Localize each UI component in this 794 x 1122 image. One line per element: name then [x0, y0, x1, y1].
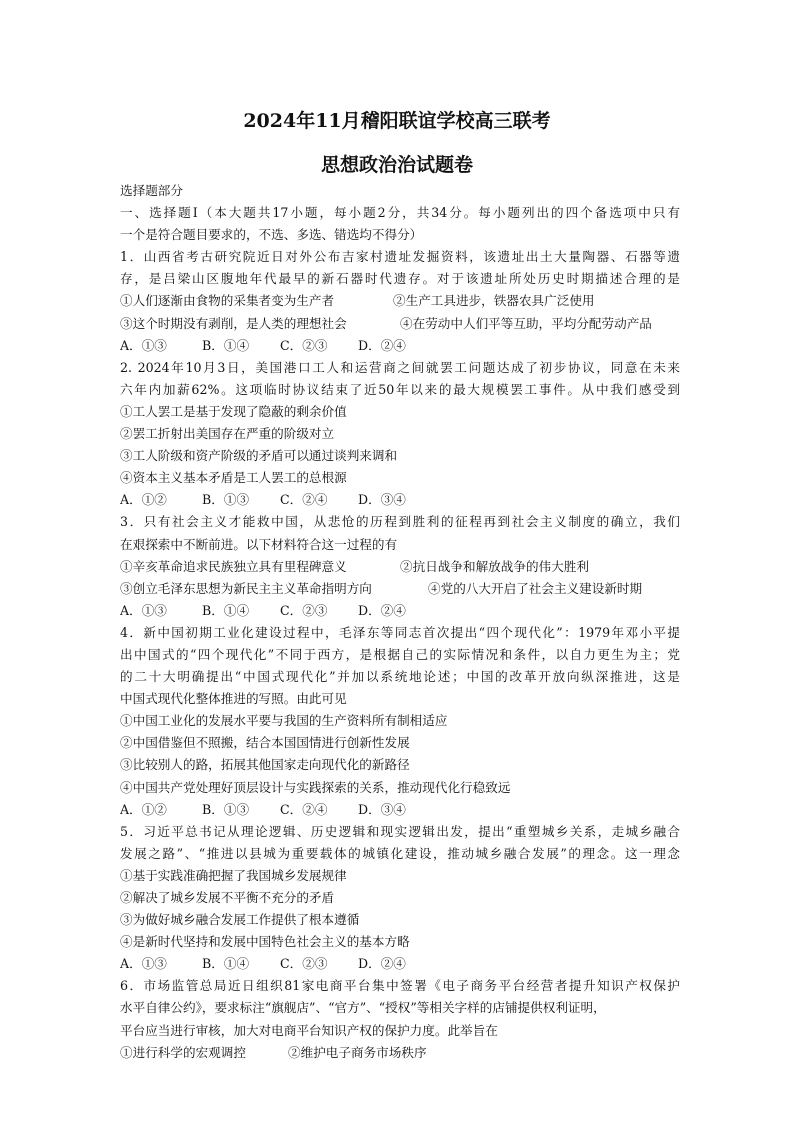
question-3-statement-2: ②抗日战争和解放战争的伟大胜利 [400, 558, 589, 574]
question-6-statement-2: ②维护电子商务市场秩序 [288, 1044, 427, 1060]
question-5-option-a: A．①③ [120, 956, 167, 972]
exam-subject-title: 思想政治治试题卷 [320, 154, 473, 176]
question-3-statements-row2 [120, 578, 680, 600]
question-4-statement-1: ①中国工业化的发展水平要与我国的生产资料所有制相适应 [120, 713, 448, 729]
question-1-option-d: D．②④ [358, 337, 406, 353]
question-6-stem-cont-1: 水平自律公约》，要求标注“旗舰店”、“官方”、“授权”等相关字样的店铺提供权利证明， [120, 1000, 606, 1016]
question-1-option-a: A．①③ [120, 337, 167, 353]
question-4-option-b: B．①③ [202, 801, 250, 817]
exam-title: 2024年11月稽阳联谊学校高三联考 [243, 110, 551, 132]
question-2-statement-1: ①工人罢工是基于发现了隐蔽的剩余价值 [120, 403, 347, 419]
question-3-statement-4: ④党的八大开启了社会主义建设新时期 [428, 580, 643, 596]
question-5-option-b: B．①④ [202, 956, 250, 972]
question-2-options [120, 489, 680, 511]
question-3-option-c: C．②③ [280, 602, 328, 618]
question-1-stem: 1．山西省考古研究院近日对外公布吉家村遗址发掘资料，该遗址出土大量陶器、石器等遗 [120, 249, 680, 265]
question-3-option-a: A．①③ [120, 602, 167, 618]
question-2-statement-2: ②罢工折射出美国存在严重的阶级对立 [120, 426, 335, 442]
question-6-statements-row1 [120, 1042, 680, 1064]
question-3-statement-1: ①辛亥革命追求民族独立具有里程碑意义 [120, 558, 347, 574]
question-5-stem-cont: 发展之路”、“推进以县城为重要载体的城镇化建设，推动城乡融合发展”的理念。这一理念 [120, 845, 680, 861]
question-3-option-d: D．②④ [358, 602, 406, 618]
question-5-option-d: D．②④ [358, 956, 406, 972]
section-intro: 一、选择题Ⅰ（本大题共17小题，每小题2分，共34分。每小题列出的四个备选项中只有 [120, 205, 680, 221]
question-5-statement-2: ②解决了城乡发展不平衡不充分的矛盾 [120, 890, 335, 905]
question-5-statement-3: ③为做好城乡融合发展工作提供了根本遵循 [120, 912, 360, 928]
question-2-stem-cont: 六年内加薪62%。这项临时协议结束了近50年以来的最大规模罢工事件。从中我们感受到 [120, 381, 680, 397]
question-4-options [120, 799, 680, 821]
section-label: 选择题部分 [120, 183, 183, 198]
question-2-option-b: B．①③ [202, 492, 250, 508]
question-1-option-c: C．②③ [280, 337, 328, 353]
section-intro-cont: 一个是符合题目要求的，不选、多选、错选均不得分） [120, 227, 423, 243]
question-4-statement-3: ③比较别人的路，拓展其他国家走向现代化的新路径 [120, 757, 410, 773]
question-5-statement-4: ④是新时代坚持和发展中国特色社会主义的基本方略 [120, 934, 410, 950]
question-1-statement-1: ①人们逐渐由食物的采集者变为生产者 [120, 293, 335, 309]
question-1-stem-cont: 存，是吕梁山区腹地年代最早的新石器时代遗存。对于该遗址所处历史时期描述合理的是 [120, 271, 680, 287]
question-5-statement-1: ①基于实践准确把握了我国城乡发展规律 [120, 867, 347, 883]
question-1-statement-2: ②生产工具进步，铁器农具广泛使用 [393, 293, 595, 309]
question-4-stem-cont-2: 的二十大明确提出“中国式现代化”并加以系统地论述；中国的改革开放向纵深推进，这是 [120, 669, 680, 685]
question-2-option-a: A．①② [120, 492, 167, 508]
question-2-statement-3: ③工人阶级和资产阶级的矛盾可以通过谈判来调和 [120, 448, 398, 464]
exam-body [120, 180, 680, 1064]
question-4-statement-2: ②中国借鉴但不照搬，结合本国国情进行创新性发展 [120, 735, 410, 751]
question-3-option-b: B．①④ [202, 602, 250, 618]
question-4-statement-4: ④中国共产党处理好顶层设计与实践探索的关系，推动现代化行稳致远 [120, 779, 511, 795]
question-4-option-d: D．③④ [358, 801, 406, 817]
question-4-option-c: C．②④ [280, 801, 328, 817]
question-6-statement-1: ①进行科学的宏观调控 [120, 1044, 246, 1060]
question-4-stem: 4．新中国初期工业化建设过程中，毛泽东等同志首次提出“四个现代化”：1979年邓小平提 [120, 624, 680, 640]
question-2-statement-4: ④资本主义基本矛盾是工人罢工的总根源 [120, 470, 347, 486]
question-5-option-c: C．②③ [280, 956, 328, 972]
question-3-stem: 3．只有社会主义才能救中国，从悲怆的历程到胜利的征程再到社会主义制度的确立，我们 [120, 514, 680, 530]
question-3-options [120, 600, 680, 622]
question-3-stem-cont: 在艰探索中不断前进。以下材料符合这一过程的有 [120, 536, 398, 552]
question-4-stem-cont-1: 出中国式的“四个现代化”不同于西方，是根据自己的实际情况和条件，以自力更生为主；党 [120, 646, 680, 662]
question-4-option-a: A．①② [120, 801, 167, 817]
question-2-option-d: D．③④ [358, 492, 406, 508]
question-3-statement-3: ③创立毛泽东思想为新民主主义革命指明方向 [120, 580, 372, 596]
question-1-statement-3: ③这个时期没有剥削，是人类的理想社会 [120, 315, 347, 331]
question-1-statement-4: ④在劳动中人们平等互助，平均分配劳动产品 [400, 315, 652, 331]
question-2-option-c: C．②④ [280, 492, 328, 508]
question-1-option-b: B．①④ [202, 337, 250, 353]
question-6-stem: 6．市场监管总局近日组织81家电商平台集中签署《电子商务平台经营者提升知识产权保护 [120, 978, 680, 994]
question-1-statements-row2 [120, 313, 680, 335]
question-6-stem-cont-2: 平台应当进行审核，加大对电商平台知识产权的保护力度。此举旨在 [120, 1022, 498, 1038]
question-1-options [120, 335, 680, 357]
question-1-statements-row1 [120, 290, 680, 312]
question-4-stem-cont-3: 中国式现代化整体推进的写照。由此可见 [120, 691, 347, 707]
question-3-statements-row1 [120, 556, 680, 578]
question-5-options [120, 953, 680, 975]
question-5-stem: 5．习近平总书记从理论逻辑、历史逻辑和现实逻辑出发，提出“重塑城乡关系，走城乡融合 [120, 823, 680, 839]
question-2-stem: 2. 2024年10月3日，美国港口工人和运营商之间就罢工问题达成了初步协议，同意在未来 [120, 359, 680, 375]
